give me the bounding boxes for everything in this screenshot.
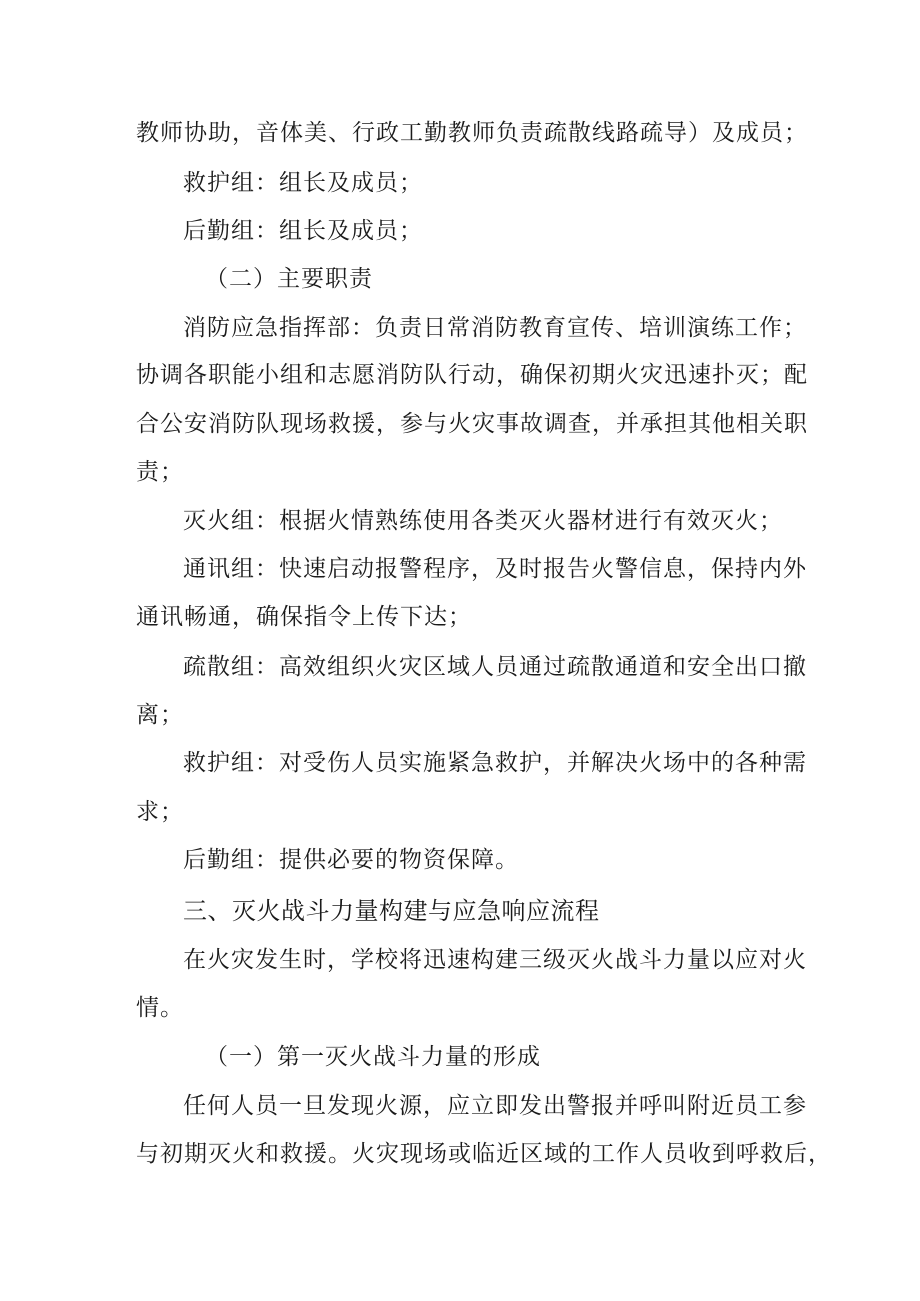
- text-line: 后勤组：提供必要的物资保障。: [183, 847, 519, 873]
- text-line: 协调各职能小组和志愿消防队行动，确保初期火灾迅速扑灭；配: [136, 362, 808, 388]
- text-line: 通讯畅通，确保指令上传下达；: [136, 604, 472, 630]
- text-line: 责；: [136, 459, 184, 485]
- text-line: 通讯组：快速启动报警程序，及时报告火警信息，保持内外: [183, 556, 807, 582]
- text-line: 消防应急指挥部：负责日常消防教育宣传、培训演练工作；: [183, 315, 807, 341]
- text-line: 疏散组：高效组织火灾区域人员通过疏散通道和安全出口撤: [183, 654, 807, 680]
- text-line: 情。: [136, 995, 184, 1021]
- text-line: 与初期灭火和救援。火灾现场或临近区域的工作人员收到呼救后，: [136, 1141, 832, 1167]
- text-line: 在火灾发生时，学校将迅速构建三级灭火战斗力量以应对火: [183, 947, 807, 973]
- section-subheading: （二）主要职责: [205, 266, 373, 292]
- section-heading: 三、灭火战斗力量构建与应急响应流程: [183, 897, 600, 925]
- section-subheading: （一）第一灭火战斗力量的形成: [205, 1044, 541, 1070]
- text-line: 救护组：对受伤人员实施紧急救护，并解决火场中的各种需: [183, 750, 807, 776]
- text-line: 灭火组：根据火情熟练使用各类灭火器材进行有效灭火；: [183, 508, 783, 534]
- text-line: 离；: [136, 702, 184, 728]
- text-line: 后勤组：组长及成员；: [183, 218, 423, 244]
- text-line: 任何人员一旦发现火源，应立即发出警报并呼叫附近员工参: [183, 1093, 807, 1119]
- text-line: 救护组：组长及成员；: [183, 170, 423, 196]
- text-line: 合公安消防队现场救援，参与火灾事故调查，并承担其他相关职: [136, 411, 808, 437]
- text-line: 求；: [136, 799, 184, 825]
- text-line: 教师协助，音体美、行政工勤教师负责疏散线路疏导）及成员；: [136, 120, 808, 146]
